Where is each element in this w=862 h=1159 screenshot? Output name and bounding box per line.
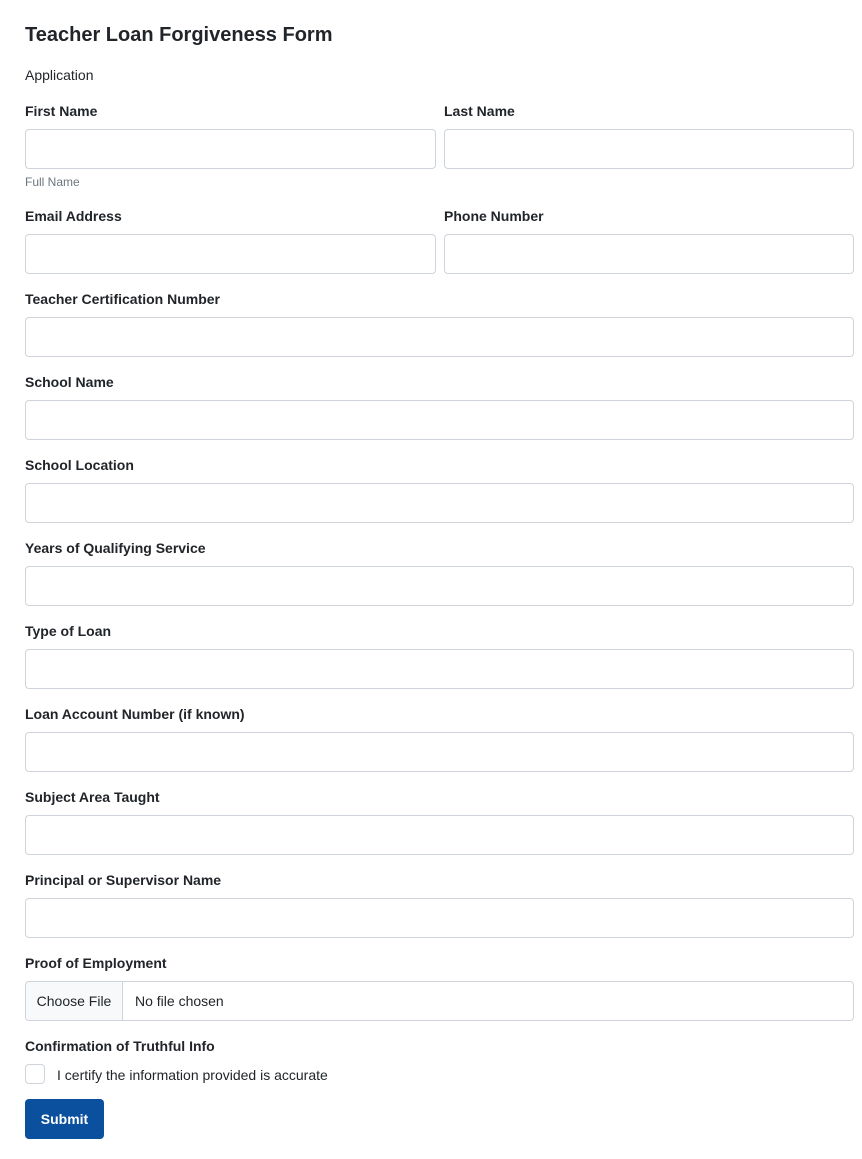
loan-type-input[interactable] <box>25 649 854 689</box>
school-name-label: School Name <box>25 374 114 390</box>
email-input[interactable] <box>25 234 436 274</box>
email-label: Email Address <box>25 208 122 224</box>
school-location-input[interactable] <box>25 483 854 523</box>
full-name-help: Full Name <box>25 175 80 189</box>
submit-button[interactable]: Submit <box>25 1099 104 1139</box>
first-name-input[interactable] <box>25 129 436 169</box>
subject-area-label: Subject Area Taught <box>25 789 160 805</box>
phone-input[interactable] <box>444 234 854 274</box>
certification-input[interactable] <box>25 317 854 357</box>
form-title: Teacher Loan Forgiveness Form <box>25 24 333 46</box>
last-name-label: Last Name <box>444 103 515 119</box>
principal-input[interactable] <box>25 898 854 938</box>
form-subtitle: Application <box>25 67 94 83</box>
proof-employment-file-input[interactable] <box>25 981 854 1021</box>
choose-file-button[interactable]: Choose File <box>26 982 123 1020</box>
last-name-input[interactable] <box>444 129 854 169</box>
years-service-label: Years of Qualifying Service <box>25 540 206 556</box>
first-name-label: First Name <box>25 103 98 119</box>
confirmation-label: Confirmation of Truthful Info <box>25 1038 215 1054</box>
certify-checkbox[interactable] <box>25 1064 45 1084</box>
principal-label: Principal or Supervisor Name <box>25 872 222 888</box>
certify-checkbox-label[interactable]: I certify the information provided is accurate <box>57 1067 328 1083</box>
file-status-text: No file chosen <box>135 993 224 1009</box>
loan-account-label: Loan Account Number (if known) <box>25 706 245 722</box>
school-name-input[interactable] <box>25 400 854 440</box>
subject-area-input[interactable] <box>25 815 854 855</box>
loan-type-label: Type of Loan <box>25 623 112 639</box>
years-service-input[interactable] <box>25 566 854 606</box>
school-location-label: School Location <box>25 457 134 473</box>
proof-employment-label: Proof of Employment <box>25 955 167 971</box>
loan-account-input[interactable] <box>25 732 854 772</box>
phone-label: Phone Number <box>444 208 544 224</box>
certification-label: Teacher Certification Number <box>25 291 221 307</box>
